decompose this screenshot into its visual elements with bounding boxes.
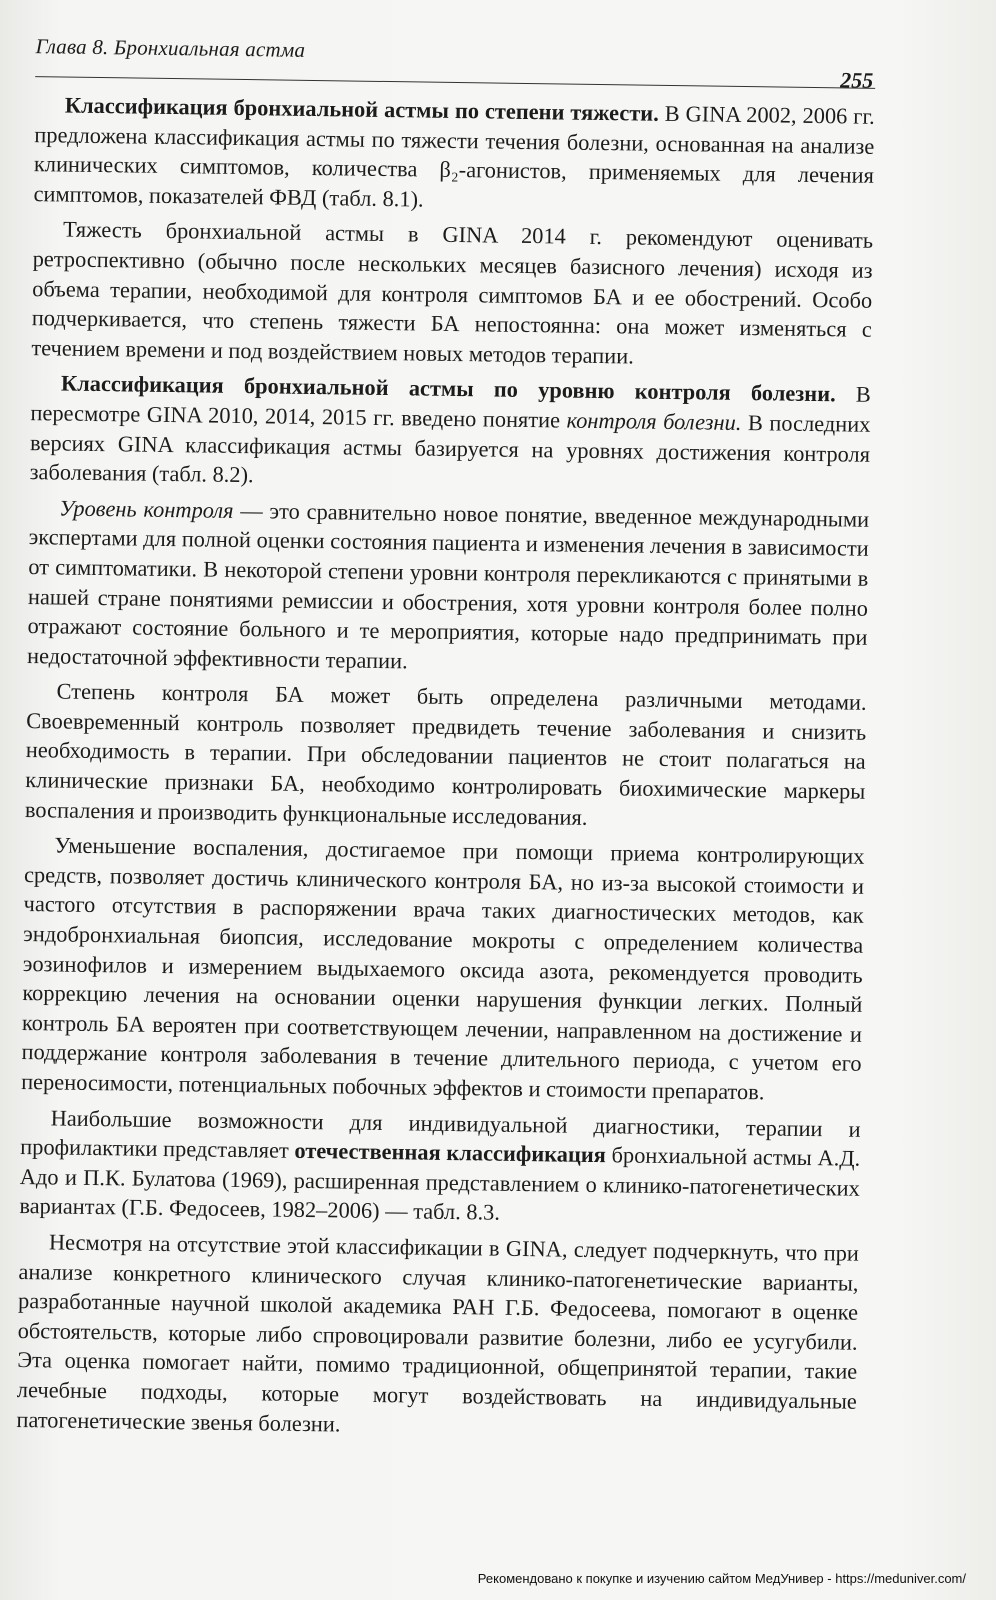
paragraph-text: — это сравнительно новое понятие, введенное международными экспертами для полной оценки состояния пациента и изменения лечения в зависимости от симптоматики. В некоторой степени уровни контроля перекликаются с принятыми в нашей стране понятиями ремиссии и обострения, хотя уровни контроля более полно отражают состояние больного и те мероприятия, которые надо предпринимать при недостаточной эффективности терапии.	[26, 497, 870, 674]
paragraph-text: В пересмотре GINA 2010, 2014, 2015 гг. введено понятие	[30, 381, 872, 433]
paragraph-control-methods	[25, 676, 867, 836]
paragraph-text: Степень контроля БА может быть определена различными методами. Своевременный контроль позволяет предвидеть течение заболевания и снизить необходимость в терапии. При обследовании пациентов не стоит полагаться на клинические признаки БА, необходимо контролировать биохимические маркеры воспаления и производить функциональные исследования.	[24, 678, 867, 830]
paragraph-control-level	[27, 493, 869, 682]
page-number: 255	[840, 67, 874, 93]
header-rule	[35, 76, 875, 89]
paragraph-pathogenetic-variants	[16, 1227, 859, 1446]
paragraph-severity-classification	[33, 90, 875, 220]
paragraph-severity-gina-2014	[31, 214, 873, 374]
body-text	[16, 90, 875, 1452]
italic-term: контроля болезни.	[566, 407, 742, 435]
paragraph-control-classification	[29, 368, 871, 498]
paragraph-inflammation	[21, 830, 865, 1108]
paragraph-text: В последних версиях GINA классификация астмы базируется на уровнях достижения контроля заболевания (табл. 8.2).	[29, 409, 871, 488]
paragraph-text: Тяжесть бронхиальной астмы в GINA 2014 г. рекомендуют оценивать ретроспективно (обычно после нескольких месяцев базисного лечения) исходя из объема терапии, необходимой для контроля симптомов БА и ее обострений. Особо подчеркивается, что степень тяжести БА непостоянна: она может изменяться с течением времени и под воздействием новых методов терапии.	[31, 216, 874, 369]
chapter-title: Глава 8. Бронхиальная астма	[35, 34, 306, 62]
paragraph-text: Уменьшение воспаления, достигаемое при помощи приема контролирующих средств, позволяет достичь клинического контроля БА, но из-за высокой стоимости и частого отсутствия в распоряжении врача таких диагностических методов, как эндобронхиальная биопсия, исследование мокроты с определением количества эозинофилов и измерением выдыхаемого оксида азота, рекомендуется проводить коррекцию лечения на основании оценки нарушения функции легких. Полный контроль БА вероятен при соответствующем лечении, направленном на достижение и поддержание контроля заболевания в течение длительного периода, с учетом его переносимости, потенциальных побочных эффектов и стоимости препаратов.	[21, 832, 865, 1105]
heading-control-classification: Классификация бронхиальной астмы по уровню контроля болезни.	[60, 370, 836, 407]
paragraph-national-classification	[19, 1103, 861, 1233]
heading-severity-classification: Классификация бронхиальной астмы по степени тяжести.	[64, 92, 659, 126]
paragraph-text: Наибольшие возможности для индивидуальной диагностики, терапии и профилактики представляет	[20, 1105, 861, 1164]
footer-watermark-text: Рекомендовано к покупке и изучению сайтом МедУнивер - https://meduniver.com/	[477, 1571, 966, 1586]
paragraph-text: бронхиальной астмы А.Д. Адо и П.К. Булатова (1969), расширенная представлением о клинико-патогенетических вариантах (Г.Б. Федосеев, 1982–2006) — табл. 8.3.	[19, 1142, 861, 1226]
running-header	[35, 20, 886, 92]
italic-term: Уровень контроля	[59, 495, 234, 523]
paragraph-text: В GINA 2002, 2006 гг. предложена классификация астмы по тяжести течения болезни, основанная на анализе клинических симптомов, количества β₂-агонистов, применяемых для лечения симптомов, показателей ФВД (табл. 8.1).	[33, 100, 875, 212]
page-sheet	[6, 20, 897, 1572]
paragraph-text: Несмотря на отсутствие этой классификации в GINA, следует подчеркнуть, что при анализе конкретного клинического случая клинико-патогенетические варианты, разработанные научной школой академика РАН Г.Б. Федосеева, помогают в оценке обстоятельств, которые либо спровоцировали развитие болезни, либо ее усугубили. Эта оценка помогает найти, помимо традиционной, общепринятой терапии, такие лечебные подходы, которые могут воздействовать на индивидуальные патогенетические звенья болезни.	[16, 1229, 860, 1437]
bold-term: отечественная классификация	[294, 1138, 607, 1168]
